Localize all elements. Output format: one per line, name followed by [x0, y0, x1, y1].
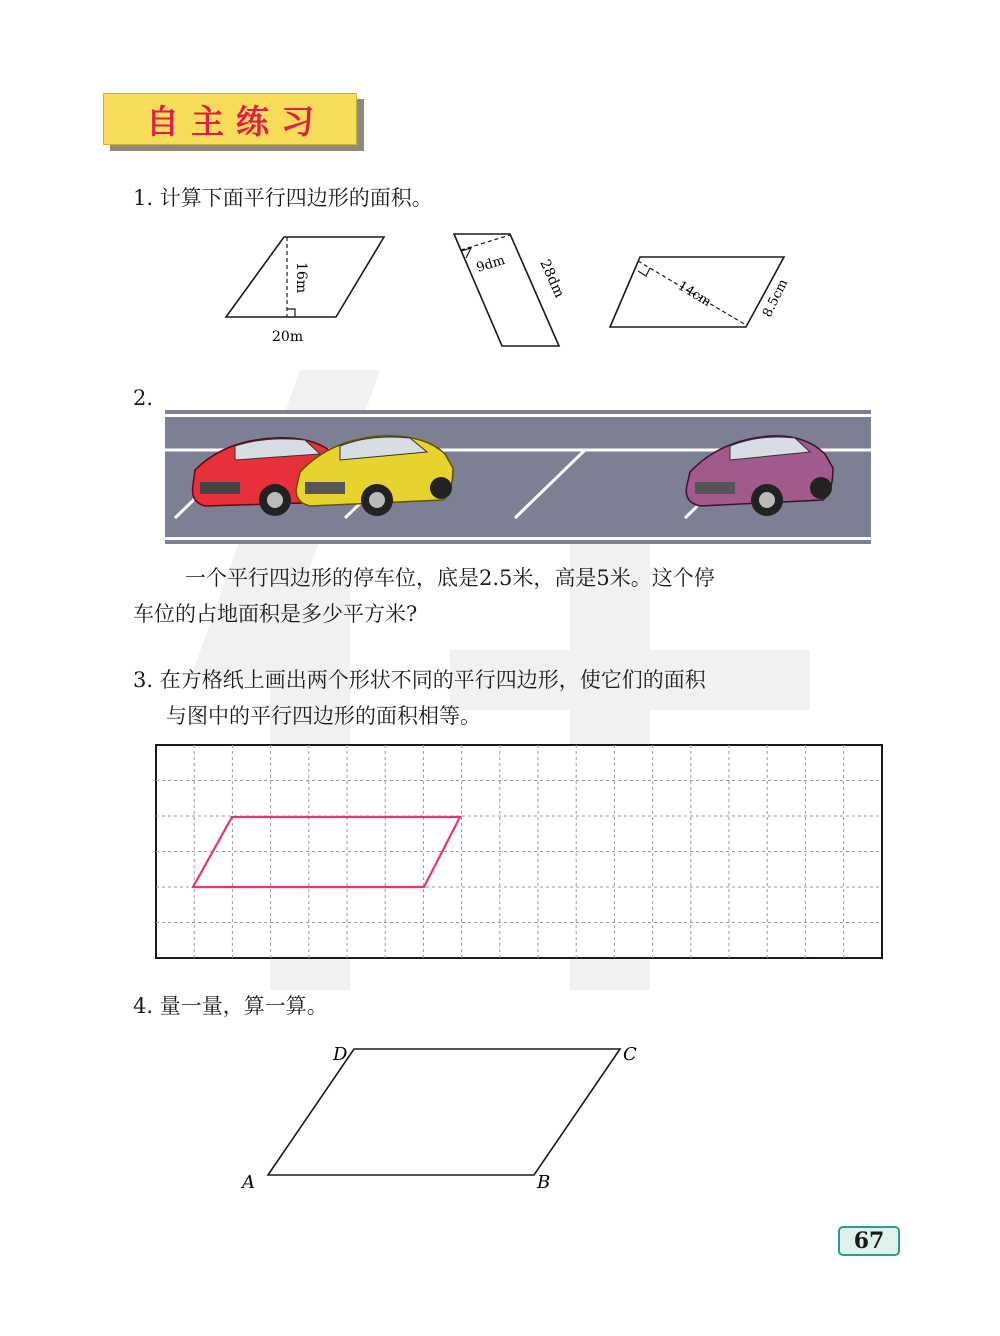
question-3-line-2: 与图中的平行四边形的面积相等。 [166, 704, 481, 728]
question-2-paragraph [133, 560, 913, 632]
vertex-b: B [537, 1172, 551, 1193]
shape3-side-label: 8.5cm [760, 276, 792, 320]
parallelogram-3 [610, 257, 791, 327]
question-2-number: 2. [133, 386, 154, 410]
question-2-line-2: 车位的占地面积是多少平方米? [133, 602, 418, 626]
shape1-base-label: 20m [272, 329, 304, 345]
vertex-d: D [333, 1044, 348, 1065]
section-title: 自主练习 [103, 93, 357, 145]
page-number: 67 [838, 1226, 900, 1256]
q1-parallelograms [210, 225, 810, 355]
vertex-a: A [242, 1172, 255, 1193]
parallelogram-1 [226, 237, 384, 345]
shape2-side-label: 28dm [536, 257, 568, 301]
shape2-height-label: 9dm [474, 253, 507, 276]
shape3-height-label: 14cm [674, 278, 714, 311]
parallelogram-2 [454, 234, 567, 346]
shape1-height-label: 16m [293, 262, 309, 294]
question-1-text: 1. 计算下面平行四边形的面积。 [133, 186, 433, 210]
question-2-line-1: 一个平行四边形的停车位，底是2.5米，高是5米。这个停 [185, 566, 715, 590]
grid-paper [155, 744, 883, 960]
question-3-line-1: 3. 在方格纸上画出两个形状不同的平行四边形，使它们的面积 [133, 668, 706, 692]
parking-lot-illustration [165, 410, 871, 544]
parallelogram-abcd [230, 1035, 650, 1200]
vertex-c: C [623, 1044, 637, 1065]
section-title-banner [103, 93, 365, 153]
question-4-text: 4. 量一量，算一算。 [133, 994, 328, 1018]
